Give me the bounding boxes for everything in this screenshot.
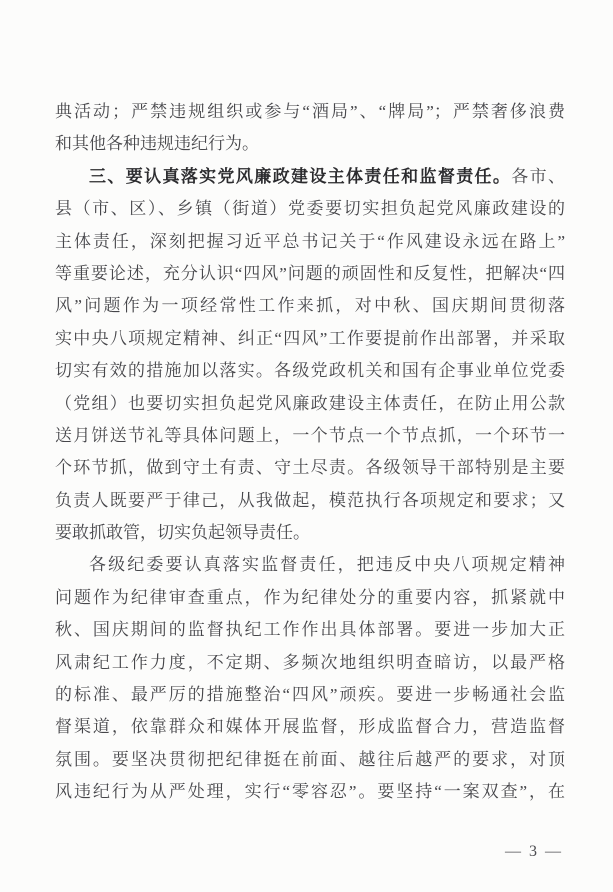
- document-line: 个环节抓，做到守土有责、守土尽责。各级领导干部特别是主要: [55, 458, 565, 478]
- document-line: 督渠道，依靠群众和媒体开展监督，形成监督合力，营造监督: [55, 717, 565, 737]
- document-line: 秋、国庆期间的监督执纪工作作出具体部署。要进一步加大正: [55, 620, 565, 640]
- document-line: 氛围。要坚决贯彻把纪律挺在前面、越往后越严的要求，对顶: [55, 749, 565, 769]
- section-heading-rest: 各市、: [511, 166, 565, 186]
- document-line: （党组）也要切实担负起党风廉政建设主体责任，在防止用公款: [55, 393, 565, 413]
- document-line: 主体责任，深刻把握习近平总书记关于“作风建设永远在路上”: [55, 231, 565, 251]
- document-line: 风违纪行为从严处理，实行“零容忍”。要坚持“一案双查”，在: [55, 782, 565, 802]
- document-line: 要敢抓敢管，切实负起领导责任。: [55, 523, 310, 543]
- document-line: 县（市、区）、乡镇（街道）党委要切实担负起党风廉政建设的: [55, 199, 565, 219]
- document-line: 切实有效的措施加以落实。各级党政机关和国有企事业单位党委: [55, 361, 565, 381]
- document-line: 送月饼送节礼等具体问题上，一个节点一个节点抓，一个环节一: [55, 425, 565, 445]
- document-line: 的标准、最严厉的措施整治“四风”顽疾。要进一步畅通社会监: [55, 685, 565, 705]
- document-line: 各级纪委要认真落实监督责任，把违反中央八项规定精神: [89, 555, 565, 575]
- document-line: 和其他各种违规违纪行为。: [55, 134, 259, 154]
- document-line: 等重要论述，充分认识“四风”问题的顽固性和反复性，把解决“四: [55, 263, 565, 283]
- document-body: [55, 96, 565, 809]
- document-line: 风肃纪工作力度，不定期、多频次地组织明查暗访，以最严格: [55, 652, 565, 672]
- document-line: 负责人既要严于律己，从我做起，模范执行各项规定和要求；又: [55, 490, 565, 510]
- document-line: 风”问题作为一项经常性工作来抓，对中秋、国庆期间贯彻落: [55, 296, 565, 316]
- page-number: — 3 —: [505, 843, 563, 860]
- document-line: 实中央八项规定精神、纠正“四风”工作要提前作出部署，并采取: [55, 328, 565, 348]
- section-heading-line: [55, 161, 565, 193]
- document-line: 问题作为纪律审查重点，作为纪律处分的重要内容，抓紧就中: [55, 587, 565, 607]
- document-line: 典活动；严禁违规组织或参与“酒局”、“牌局”；严禁奢侈浪费: [55, 102, 565, 121]
- section-heading-bold: 三、要认真落实党风廉政建设主体责任和监督责任。: [89, 166, 512, 186]
